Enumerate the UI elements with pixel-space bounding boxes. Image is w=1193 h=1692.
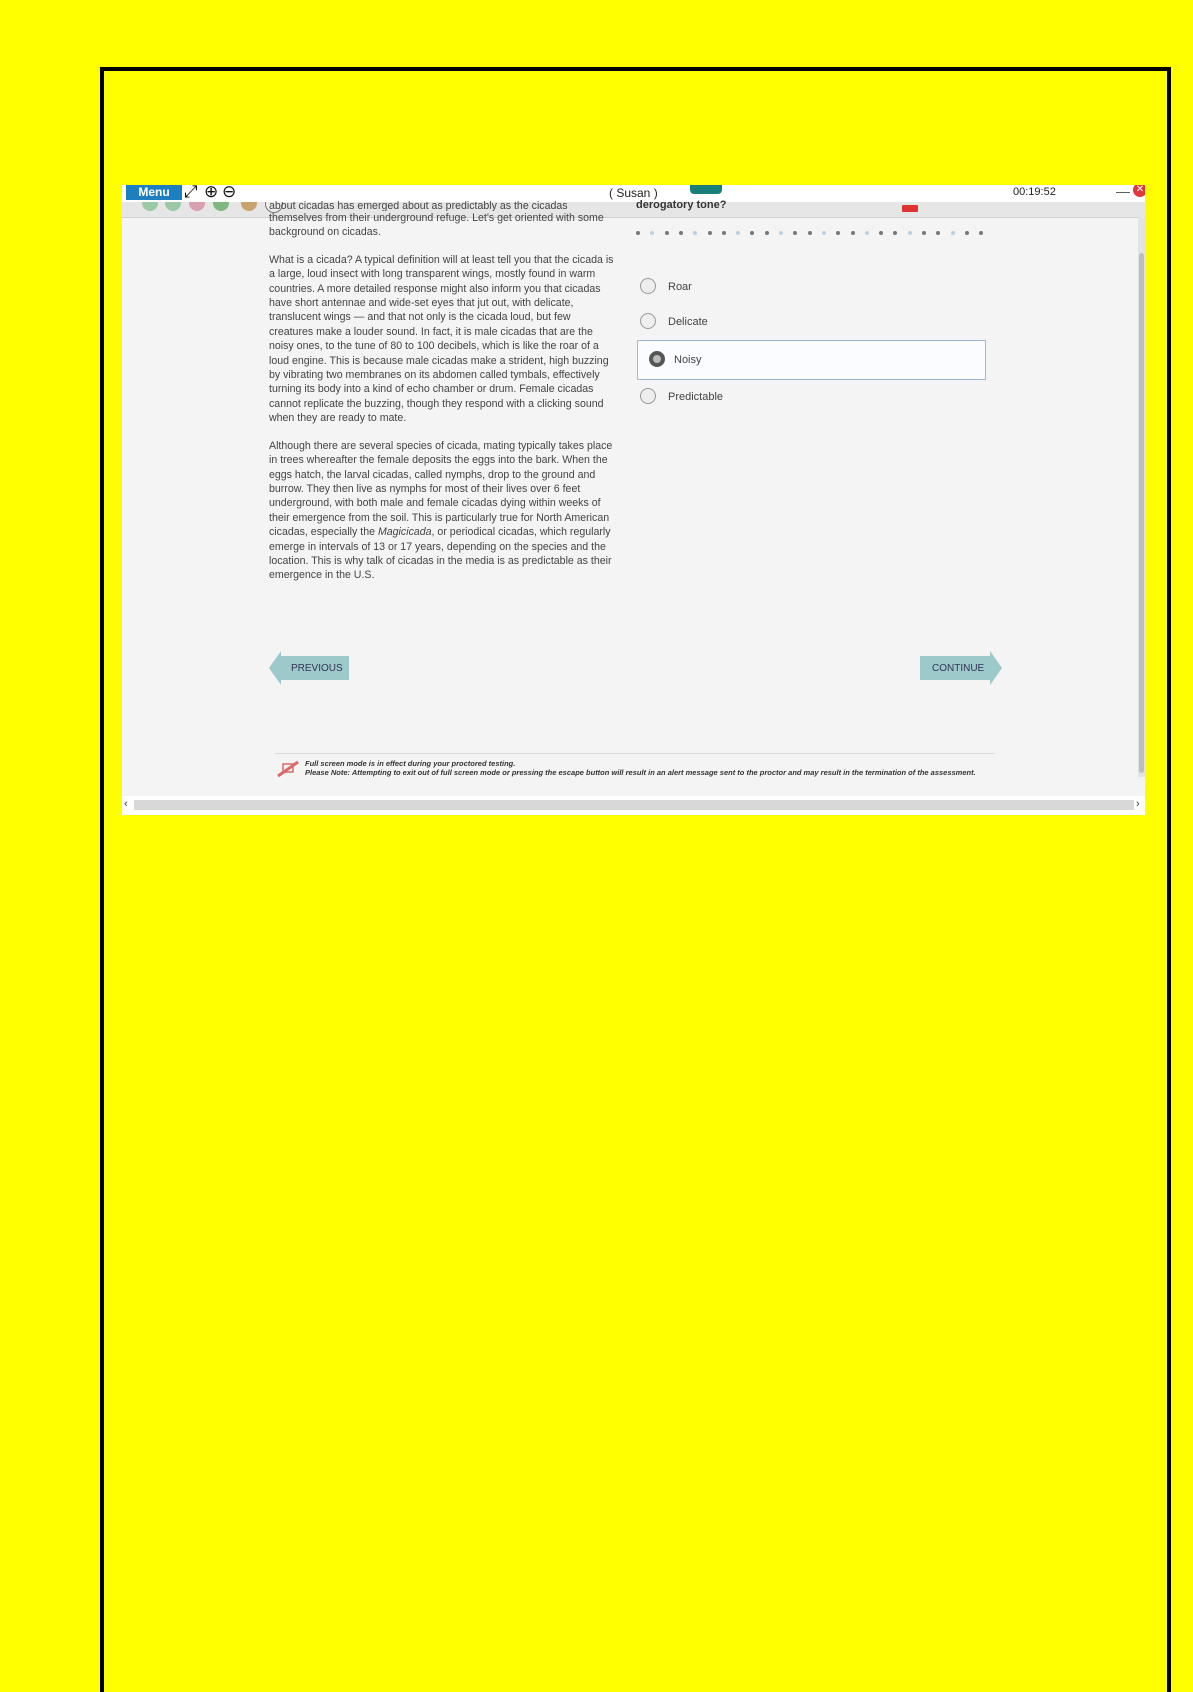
progress-dot (679, 231, 683, 235)
option-label: Predictable (668, 391, 724, 403)
answer-option[interactable] (640, 273, 990, 301)
progress-dot (779, 231, 783, 235)
progress-dot (908, 231, 912, 235)
previous-button[interactable] (269, 651, 354, 685)
timer: 00:19:52 (1013, 186, 1056, 198)
close-icon[interactable]: ✕ (1133, 185, 1145, 197)
progress-dot (722, 231, 726, 235)
proctor-notice (275, 753, 995, 777)
notice-line-1: Full screen mode is in effect during your proctored testing. (305, 759, 516, 768)
progress-dot (665, 231, 669, 235)
progress-dot (822, 231, 826, 235)
passage-paragraph: themselves from their underground refuge. Let's get oriented with some background on cicadas. (269, 212, 604, 239)
progress-dot (965, 231, 969, 235)
option-label: Roar (668, 281, 692, 293)
tool-green-icon[interactable] (165, 202, 181, 211)
radio-button-selected[interactable] (649, 351, 665, 367)
progress-dot (922, 231, 926, 235)
no-exit-icon (275, 758, 301, 780)
scroll-right-icon[interactable]: › (1136, 798, 1140, 810)
radio-button[interactable] (640, 278, 656, 294)
menu-button[interactable]: Menu (126, 185, 182, 200)
continue-label: CONTINUE (932, 663, 985, 674)
scroll-left-icon[interactable]: ‹ (124, 798, 128, 810)
zoom-in-icon[interactable]: ⊕ (204, 185, 219, 201)
progress-dot (879, 231, 883, 235)
recording-icon (902, 205, 918, 212)
question-stem: derogatory tone? (636, 199, 727, 211)
zoom-out-icon[interactable]: ⊖ (222, 185, 237, 201)
progress-dot (936, 231, 940, 235)
progress-dot (650, 231, 654, 235)
tool-red-icon[interactable] (189, 202, 205, 211)
option-label: Delicate (668, 316, 708, 328)
progress-dot (636, 231, 640, 235)
tool-green-icon[interactable] (142, 202, 158, 211)
answer-option[interactable] (640, 383, 990, 411)
answer-option[interactable] (640, 308, 990, 336)
fullscreen-expand-icon[interactable]: ⤢ (184, 185, 198, 201)
progress-dot (851, 231, 855, 235)
previous-label: PREVIOUS (291, 663, 343, 674)
horizontal-scrollbar[interactable] (122, 796, 1145, 815)
passage-paragraph: What is a cicada? A typical definition will at least tell you that the cicada is a large, loud insect with long transparent wings, mostly found in warm countries. A more detailed response might also inform you that cicadas have short antennae and wide-set eyes that jut out, with delicate, translucent wings — and that not only is the cicada loud, but few creatures make a louder sound. In fact, it is male cicadas that are the noisy ones, to the tune of 80 to 100 decibels, which is like the roar of a loud engine. This is because male cicadas make a strident, high buzzing by vibrating two membranes on its abdomen called tymbals, effectively turning its body into a kind of echo chamber or drum. Female cicadas cannot replicate the buzzing, though they respond with a clicking sound when they are ready to mate. (269, 253, 614, 425)
vertical-scrollbar[interactable] (1138, 217, 1145, 777)
tool-person-icon[interactable] (241, 202, 257, 211)
progress-dot (765, 231, 769, 235)
answer-option-selected[interactable] (637, 340, 986, 380)
notice-line-2: Please Note: Attempting to exit out of full screen mode or pressing the escape button will result in an alert message sent to the proctor and may result in the termination of the assessment. (305, 768, 976, 777)
progress-dot (951, 231, 955, 235)
progress-dot (808, 231, 812, 235)
progress-dot (793, 231, 797, 235)
scrollbar-thumb[interactable] (1139, 253, 1144, 773)
radio-button[interactable] (640, 388, 656, 404)
passage-paragraph: Although there are several species of cicada, mating typically takes place in trees whereafter the female deposits the eggs into the bark. When the eggs hatch, the larval cicadas, called nymphs, drop to the ground and burrow. They then live as nymphs for most of their lives over 6 feet underground, with both male and female cicadas dying within weeks of their emergence from the soil. This is particularly true for North American cicadas, especially the Magicicada, or periodical cicadas, which regularly emerge in intervals of 13 or 17 years, depending on the species and the location. This is why talk of cicadas in the media is as predictable as their emergence in the U.S. (269, 439, 613, 582)
logo-tab[interactable] (690, 185, 722, 194)
user-name: ( Susan ) (609, 186, 658, 200)
progress-dot (750, 231, 754, 235)
progress-dots (636, 231, 986, 237)
reading-passage (269, 200, 614, 596)
passage-cutoff-line: about cicadas has emerged about as predictably as the cicadas (269, 200, 568, 211)
scrollbar-track[interactable] (134, 800, 1134, 810)
radio-button[interactable] (640, 313, 656, 329)
minimize-icon[interactable]: — (1116, 185, 1130, 199)
progress-dot (693, 231, 697, 235)
progress-dot (893, 231, 897, 235)
progress-dot (836, 231, 840, 235)
progress-dot (708, 231, 712, 235)
option-label: Noisy (674, 354, 702, 366)
tool-check-icon[interactable] (213, 202, 229, 211)
test-window (122, 185, 1145, 815)
progress-dot (736, 231, 740, 235)
continue-button[interactable] (920, 651, 1005, 685)
progress-dot (979, 231, 983, 235)
progress-dot (865, 231, 869, 235)
